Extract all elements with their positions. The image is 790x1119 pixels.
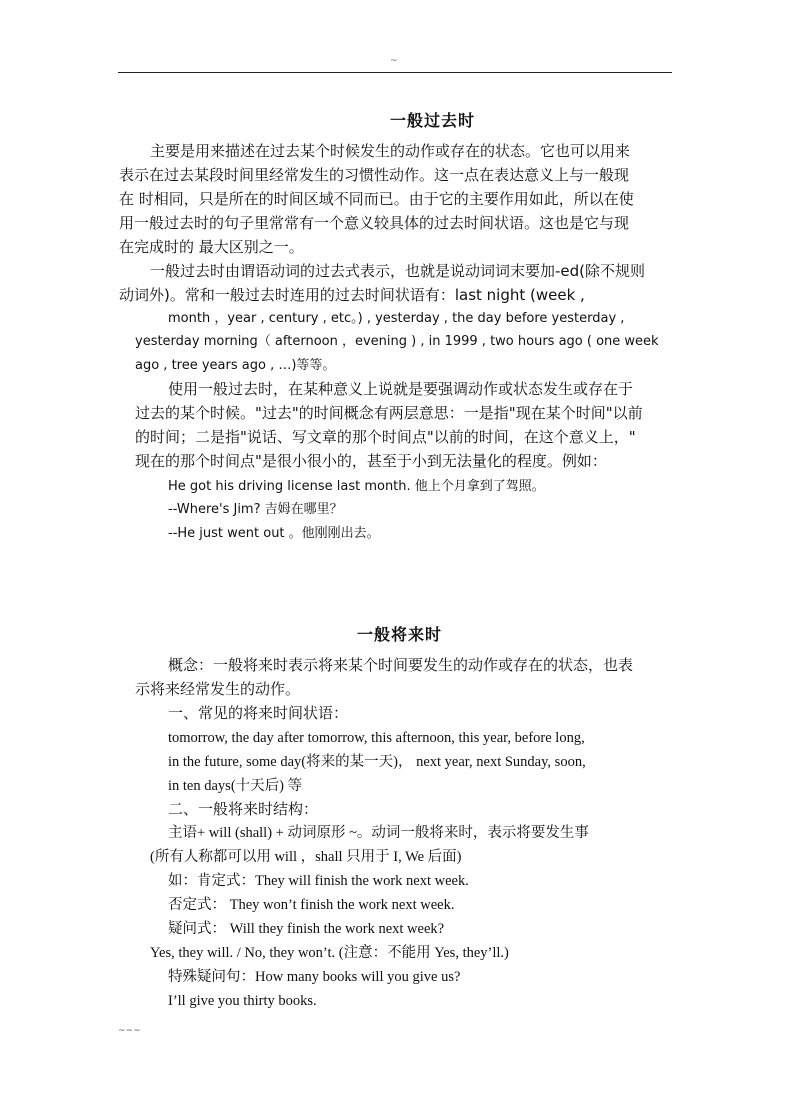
- form-line: I’ll give you thirty books.: [168, 993, 317, 1009]
- structure-line: 主语+ will (shall) + 动词原形 ~。动词一般将来时，表示将要发生事: [168, 825, 589, 841]
- adverbial-line: in the future, some day(将来的某一天)， next year, next Sunday, soon,: [168, 754, 586, 770]
- footer-mark: ~~~: [118, 1026, 141, 1036]
- form-line: 否定式： They won’t finish the work next week.: [168, 897, 455, 913]
- form-line: 如：肯定式：They will finish the work next week.: [168, 873, 469, 889]
- paragraph-line: 在 时相同，只是所在的时间区域不同而已。由于它的主要作用如此，所以在使: [119, 190, 634, 208]
- subheading: 一、常见的将来时间状语：: [168, 704, 349, 722]
- form-line: 疑问式： Will they finish the work next week?: [168, 921, 445, 937]
- example-line: --Where's Jim? 吉姆在哪里？: [168, 502, 343, 517]
- subheading: 二、一般将来时结构：: [168, 800, 319, 818]
- header-mark: ~: [390, 56, 398, 66]
- paragraph-line: 表示在过去某段时间里经常发生的习惯性动作。这一点在表达意义上与一般现: [119, 166, 630, 184]
- header-rule: [118, 72, 672, 73]
- form-line: Yes, they will. / No, they won’t. (注意：不能用 Yes, they’ll.): [150, 945, 509, 961]
- paragraph-line: 主要是用来描述在过去某个时候发生的动作或存在的状态。它也可以用来: [150, 142, 631, 160]
- paragraph-line: 现在的那个时间点"是很小很小的，甚至于小到无法量化的程度。例如：: [135, 452, 607, 470]
- adverbial-line: in ten days(十天后) 等: [168, 778, 303, 794]
- paragraph-line: 的时间；二是指"说话、写文章的那个时间点"以前的时间，在这个意义上，": [135, 428, 636, 446]
- section-title-past: 一般过去时: [390, 111, 476, 130]
- paragraph-line: 示将来经常发生的动作。: [135, 680, 301, 698]
- example-line: He got his driving license last month. 他上个月拿到了驾照。: [168, 479, 545, 494]
- section-title-future: 一般将来时: [357, 625, 443, 644]
- example-line: --He just went out 。他刚刚出去。: [168, 526, 380, 541]
- paragraph-line: yesterday morning（ afternoon ，evening ) , in 1999 , two hours ago ( one week: [135, 334, 659, 349]
- paragraph-line: 用一般过去时的句子里常常有一个意义较具体的过去时间状语。这也是它与现: [119, 214, 630, 232]
- structure-line: (所有人称都可以用 will ，shall 只用于 I, We 后面): [150, 849, 462, 865]
- adverbial-line: tomorrow, the day after tomorrow, this afternoon, this year, before long,: [168, 730, 585, 746]
- paragraph-line: 使用一般过去时，在某种意义上说就是要强调动作或状态发生或存在于: [168, 380, 634, 398]
- paragraph-line: month ，year , century , etc。) , yesterday , the day before yesterday ,: [168, 311, 625, 326]
- paragraph-line: 概念：一般将来时表示将来某个时间要发生的动作或存在的状态，也表: [168, 656, 634, 674]
- form-line: 特殊疑问句：How many books will you give us?: [168, 969, 461, 985]
- paragraph-line: 在完成时的 最大区别之一。: [119, 238, 304, 256]
- paragraph-line: 动词外)。常和一般过去时连用的过去时间状语有：last night (week ,: [119, 286, 585, 304]
- paragraph-line: ago , tree years ago , …)等等。: [135, 358, 336, 373]
- paragraph-line: 过去的某个时候。"过去"的时间概念有两层意思：一是指"现在某个时间"以前: [135, 404, 643, 422]
- paragraph-line: 一般过去时由谓语动词的过去式表示，也就是说动词词末要加-ed(除不规则: [150, 262, 646, 280]
